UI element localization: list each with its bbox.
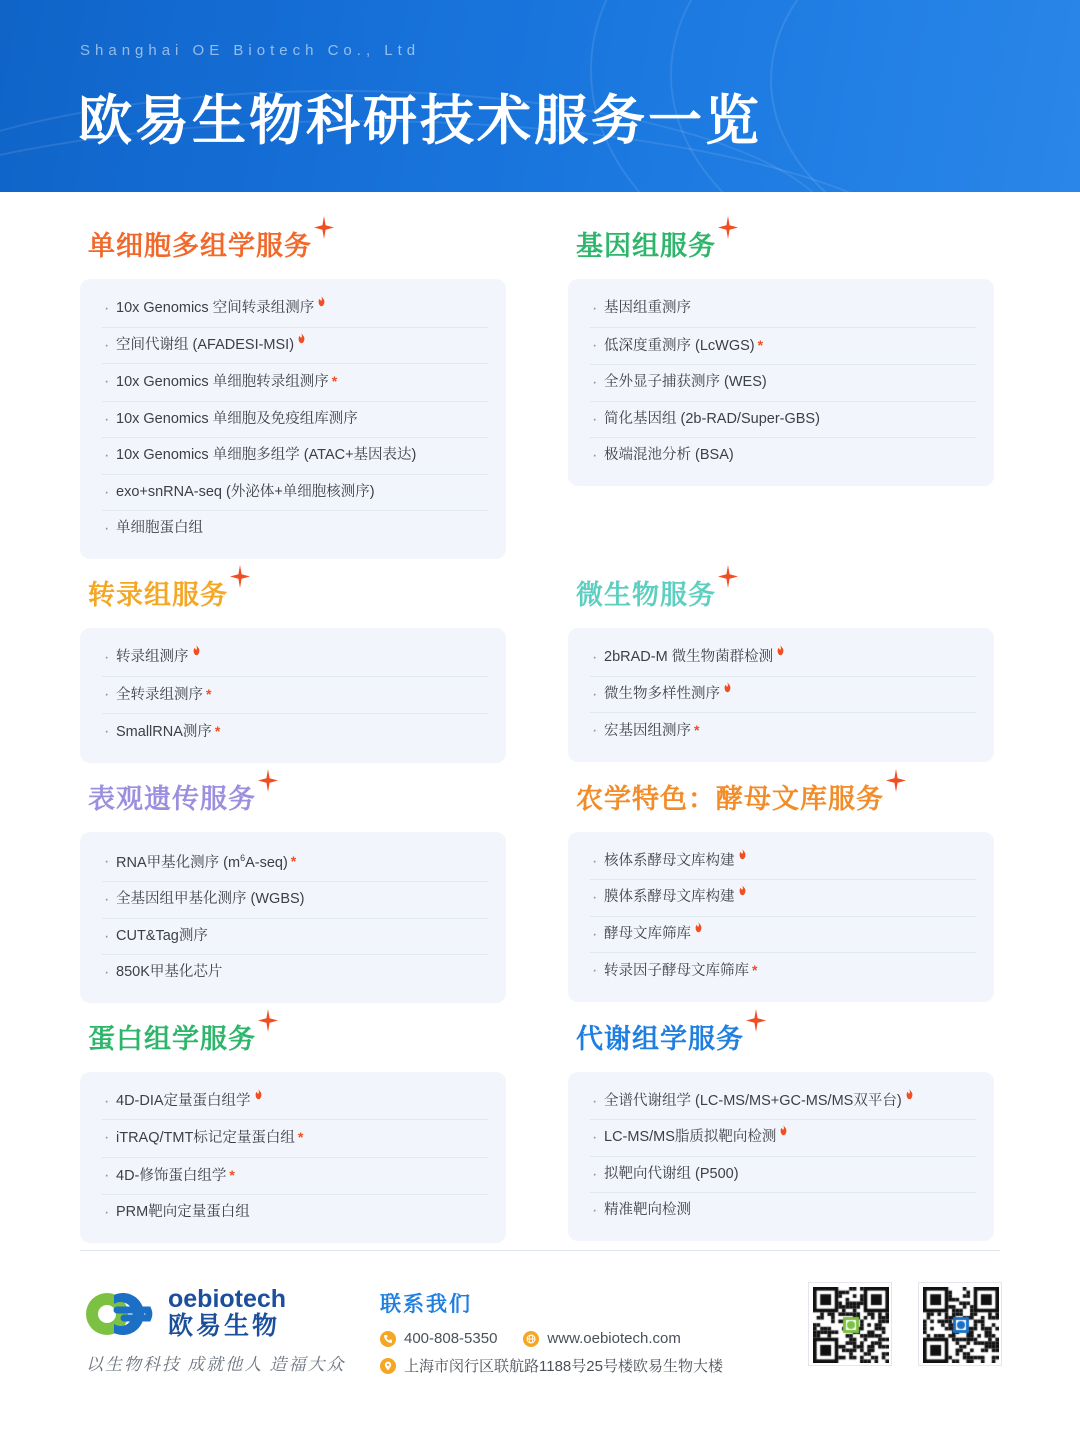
service-item[interactable]: · 宏基因组测序 * [590, 713, 976, 750]
contact-block [380, 1288, 723, 1384]
service-item[interactable]: · LC-MS/MS脂质拟靶向检测 [590, 1120, 976, 1157]
fire-hot-icon [776, 644, 785, 656]
footer-divider [80, 1250, 1000, 1251]
header-decor-arc-3 [770, 0, 1080, 192]
section-title-epigenetics: 表观遗传服务 [80, 771, 256, 826]
service-item[interactable]: · 全外显子捕获测序 (WES) [590, 365, 976, 402]
logo-text [168, 1286, 286, 1341]
services-grid [80, 218, 1000, 1251]
service-item[interactable]: · 4D-修饰蛋白组学 * [102, 1158, 488, 1196]
sparkle-icon [312, 216, 334, 238]
service-item[interactable]: · 极端混池分析 (BSA) [590, 438, 976, 474]
service-item[interactable]: · 4D-DIA定量蛋白组学 [102, 1084, 488, 1121]
service-section-genome [568, 218, 994, 559]
star-marker-icon: * [694, 722, 700, 739]
service-card-epigenetics [80, 832, 506, 1003]
poster-footer [0, 1262, 1080, 1455]
phone-icon [380, 1331, 396, 1347]
fire-hot-icon [254, 1088, 263, 1100]
poster-header [0, 0, 1080, 192]
qr-codes [808, 1282, 1002, 1366]
service-item[interactable]: · iTRAQ/TMT标记定量蛋白组 * [102, 1120, 488, 1158]
star-marker-icon: * [331, 373, 338, 390]
sparkle-icon [884, 769, 906, 791]
section-title-single-cell: 单细胞多组学服务 [80, 218, 312, 273]
contact-title: 联系我们 [380, 1293, 472, 1316]
sparkle-icon [256, 1009, 278, 1031]
service-item[interactable]: · 简化基因组 (2b-RAD/Super-GBS) [590, 402, 976, 439]
fire-hot-icon [297, 332, 306, 344]
sparkle-icon [716, 565, 738, 587]
contact-row-address [380, 1355, 723, 1376]
section-title-metabolomics: 代谢组学服务 [568, 1011, 744, 1066]
service-card-agriculture-yeast [568, 832, 994, 1002]
service-item[interactable]: · 低深度重测序 (LcWGS) * [590, 328, 976, 366]
fire-hot-icon [738, 884, 747, 896]
service-section-proteomics [80, 1011, 506, 1243]
star-marker-icon: * [290, 853, 297, 870]
service-item[interactable]: · 全基因组甲基化测序 (WGBS) [102, 882, 488, 919]
fire-hot-icon [192, 644, 201, 656]
service-item[interactable]: · 全转录组测序 * [102, 677, 488, 715]
globe-icon [523, 1331, 539, 1347]
service-item[interactable]: · 膜体系酵母文库构建 [590, 880, 976, 917]
fire-hot-icon [905, 1088, 914, 1100]
fire-hot-icon [317, 295, 326, 307]
qr-code-wechat[interactable] [808, 1282, 892, 1366]
sparkle-icon [716, 216, 738, 238]
service-item[interactable]: · PRM靶向定量蛋白组 [102, 1195, 488, 1231]
section-title-agriculture-yeast: 农学特色：酵母文库服务 [568, 771, 884, 826]
service-card-genome [568, 279, 994, 486]
service-item[interactable]: · 全谱代谢组学 (LC-MS/MS+GC-MS/MS双平台) [590, 1084, 976, 1121]
service-item[interactable]: · 10x Genomics 空间转录组测序 [102, 291, 488, 328]
service-item[interactable]: · RNA甲基化测序 $(m^6A-seq)$ * [102, 844, 488, 882]
logo-text-en: oebiotech [168, 1285, 287, 1313]
website-url[interactable]: www.oebiotech.com [547, 1330, 681, 1347]
service-section-epigenetics [80, 771, 506, 1003]
company-address: 上海市闵行区联航路1188号25号楼欧易生物大楼 [404, 1358, 723, 1375]
service-item[interactable]: · 850K甲基化芯片 [102, 955, 488, 991]
star-marker-icon: * [229, 1166, 235, 1183]
location-pin-icon [380, 1358, 396, 1374]
service-item[interactable]: · 微生物多样性测序 [590, 677, 976, 714]
fire-hot-icon [779, 1124, 788, 1136]
sparkle-icon [744, 1009, 766, 1031]
service-item[interactable]: · SmallRNA测序 * [102, 714, 488, 751]
service-item[interactable]: · 基因组重测序 [590, 291, 976, 328]
service-section-transcriptome [80, 567, 506, 763]
service-card-transcriptome [80, 628, 506, 763]
company-logo [84, 1286, 286, 1341]
fire-hot-icon [694, 921, 703, 933]
service-item[interactable]: · CUT&Tag测序 [102, 919, 488, 956]
qr-code-website[interactable] [918, 1282, 1002, 1366]
service-item[interactable]: · 拟靶向代谢组 (P500) [590, 1157, 976, 1194]
contact-row-primary [380, 1330, 723, 1347]
service-item[interactable]: · 转录组测序 [102, 640, 488, 677]
page-title: 欧易生物科研技术服务一览 [78, 91, 762, 151]
company-name-en: Shanghai OE Biotech Co., Ltd [80, 42, 421, 59]
service-item[interactable]: · 2bRAD-M 微生物菌群检测 [590, 640, 976, 677]
phone-number[interactable]: 400-808-5350 [404, 1330, 498, 1347]
sparkle-icon [228, 565, 250, 587]
fire-hot-icon [738, 848, 747, 860]
service-item[interactable]: · 10x Genomics 单细胞及免疫组库测序 [102, 402, 488, 439]
service-item[interactable]: · 空间代谢组 (AFADESI-MSI) [102, 328, 488, 365]
star-marker-icon: * [214, 723, 221, 740]
service-section-single-cell [80, 218, 506, 559]
service-item[interactable]: · 单细胞蛋白组 [102, 511, 488, 547]
fire-hot-icon [723, 681, 732, 693]
service-card-metabolomics [568, 1072, 994, 1241]
service-item[interactable]: · exo+snRNA-seq (外泌体+单细胞核测序) [102, 475, 488, 512]
oe-logo-icon [84, 1291, 158, 1337]
service-item[interactable]: · 精准靶向检测 [590, 1193, 976, 1229]
star-marker-icon: * [752, 962, 758, 979]
section-title-transcriptome: 转录组服务 [80, 567, 228, 622]
star-marker-icon: * [297, 1129, 304, 1146]
company-slogan: 以生物科技 成就他人 造福大众 [86, 1355, 346, 1374]
service-section-microbiome [568, 567, 994, 763]
logo-text-cn: 欧易生物 [168, 1312, 281, 1341]
service-section-agriculture-yeast [568, 771, 994, 1003]
service-item[interactable]: · 10x Genomics 单细胞多组学 (ATAC+基因表达) [102, 438, 488, 475]
star-marker-icon: * [206, 685, 212, 702]
sparkle-icon [256, 769, 278, 791]
service-card-single-cell [80, 279, 506, 559]
service-item[interactable]: · 10x Genomics 单细胞转录组测序 * [102, 364, 488, 402]
service-card-proteomics [80, 1072, 506, 1243]
service-item[interactable]: · 转录因子酵母文库筛库 * [590, 953, 976, 990]
services-content [0, 192, 1080, 1251]
section-title-microbiome: 微生物服务 [568, 567, 716, 622]
service-card-microbiome [568, 628, 994, 762]
service-section-metabolomics [568, 1011, 994, 1243]
section-title-genome: 基因组服务 [568, 218, 716, 273]
service-item[interactable]: · 酵母文库筛库 [590, 917, 976, 954]
star-marker-icon: * [757, 336, 764, 353]
service-item[interactable]: · 核体系酵母文库构建 [590, 844, 976, 881]
section-title-proteomics: 蛋白组学服务 [80, 1011, 256, 1066]
